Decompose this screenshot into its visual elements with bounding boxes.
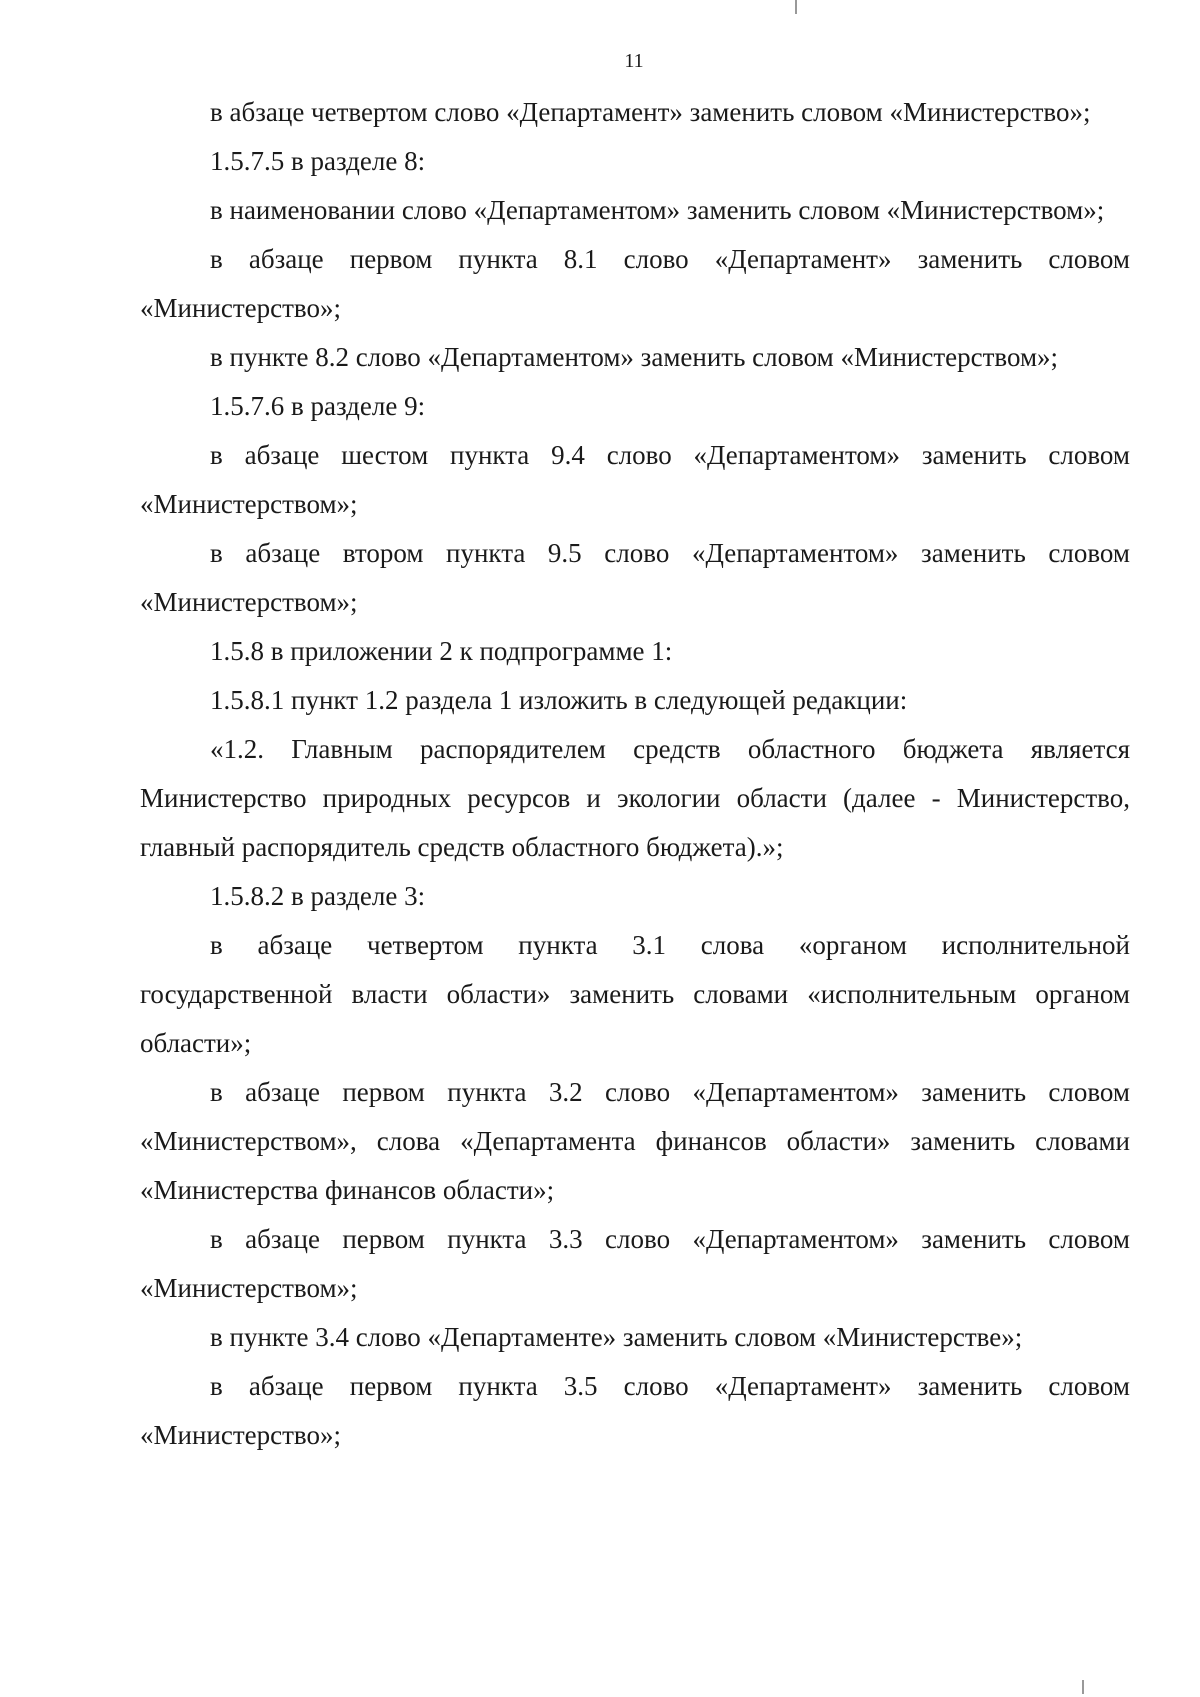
paragraph: 1.5.7.5 в разделе 8: xyxy=(210,146,426,176)
paragraph: в абзаце первом пункта 3.3 слово «Департаментом» заменить словом «Министерством»; xyxy=(140,1224,1130,1303)
paragraph: 1.5.8.2 в разделе 3: xyxy=(210,881,426,911)
paragraph: в наименовании слово «Департаментом» заменить словом «Министерством»; xyxy=(210,195,1105,225)
paragraph-quoted: «1.2. Главным распорядителем средств областного бюджета является Министерство природных ресурсов и экологии области (далее - Министерство, главный распорядитель средств областного бюджета).»; xyxy=(140,734,1130,862)
paragraph: в абзаце первом пункта 8.1 слово «Департамент» заменить словом «Министерство»; xyxy=(140,244,1130,323)
paragraph: в абзаце шестом пункта 9.4 слово «Департаментом» заменить словом «Министерством»; xyxy=(140,440,1130,519)
page-number: 11 xyxy=(624,50,644,72)
paragraph: в абзаце втором пункта 9.5 слово «Департаментом» заменить словом «Министерством»; xyxy=(140,538,1130,617)
paragraph: в пункте 3.4 слово «Департаменте» заменить словом «Министерстве»; xyxy=(210,1322,1023,1352)
paragraph: в абзаце четвертом слово «Департамент» заменить словом «Министерство»; xyxy=(210,97,1091,127)
paragraph: в абзаце первом пункта 3.2 слово «Департаментом» заменить словом «Министерством», слова «Департамента финансов области» заменить словами «Министерства финансов области»; xyxy=(140,1077,1130,1205)
document-body xyxy=(140,88,1130,1460)
paragraph: в абзаце четвертом пункта 3.1 слова «органом исполнительной государственной власти области» заменить словами «исполнительным органом области»; xyxy=(140,930,1130,1058)
paragraph: в абзаце первом пункта 3.5 слово «Департамент» заменить словом «Министерство»; xyxy=(140,1371,1130,1450)
scan-mark-bottom xyxy=(1082,1680,1084,1694)
paragraph: 1.5.7.6 в разделе 9: xyxy=(210,391,426,421)
scan-mark-top xyxy=(795,0,797,14)
paragraph: 1.5.8.1 пункт 1.2 раздела 1 изложить в следующей редакции: xyxy=(210,685,908,715)
paragraph: в пункте 8.2 слово «Департаментом» заменить словом «Министерством»; xyxy=(210,342,1059,372)
paragraph: 1.5.8 в приложении 2 к подпрограмме 1: xyxy=(210,636,673,666)
